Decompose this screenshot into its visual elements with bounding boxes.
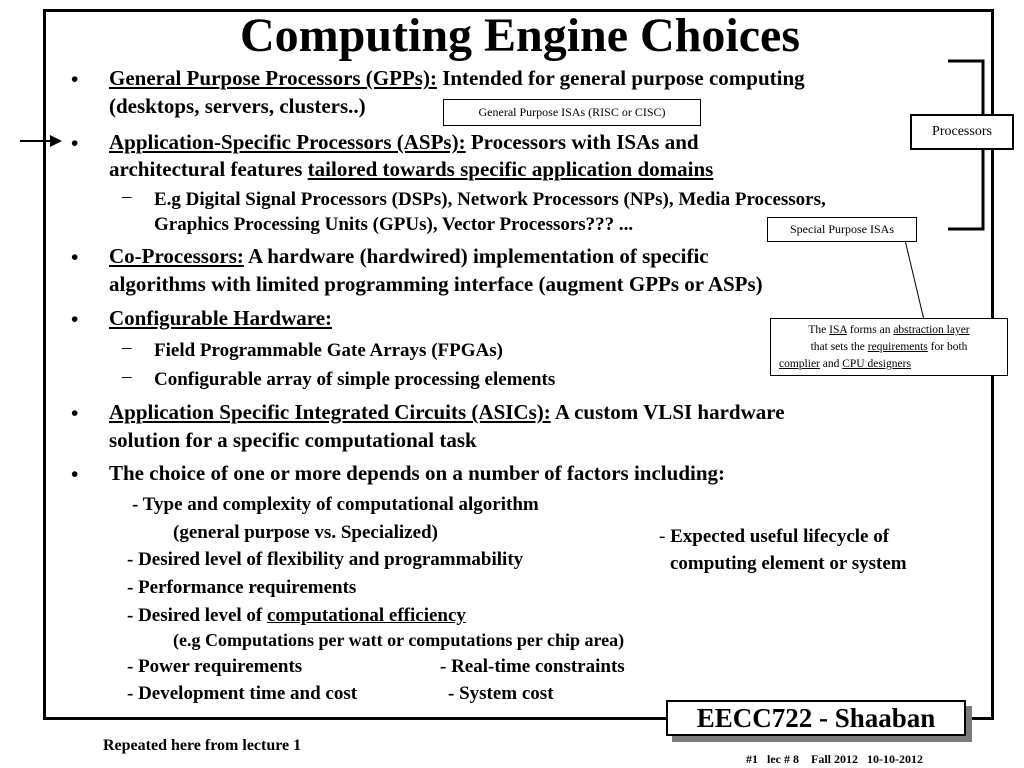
isa-note-text: and — [819, 358, 843, 370]
badge-label: EECC722 - Shaaban — [666, 700, 966, 736]
bullet-dot: • — [71, 131, 79, 155]
arrow-right-icon — [50, 135, 62, 147]
isa-note-abstraction: abstraction layer — [893, 324, 970, 336]
isa-note-cpu-designers: CPU designers — [842, 358, 911, 370]
bracket-top — [948, 61, 983, 120]
slide-info: #1 lec # 8 Fall 2012 10-10-2012 — [746, 752, 923, 766]
processors-callout: Processors — [910, 114, 1014, 150]
asic-rest: A custom VLSI hardware — [550, 400, 785, 424]
factor-flexibility: - Desired level of flexibility and programmability — [127, 549, 524, 570]
lifecycle-line2: computing element or system — [670, 553, 907, 574]
special-isas-callout: Special Purpose ISAs — [767, 217, 917, 242]
cfg-sub-2: Configurable array of simple processing elements — [154, 369, 556, 390]
isa-note-text: for both — [927, 341, 968, 353]
asic-term: Application Specific Integrated Circuits (ASICs): — [109, 400, 551, 424]
factor-syscost: - System cost — [448, 683, 554, 704]
factor-efficiency-b: computational efficiency — [267, 605, 466, 626]
isa-note-complier: complier — [779, 358, 820, 370]
bullet-dot: • — [71, 462, 79, 486]
gpp-line2: (desktops, servers, clusters..) — [109, 94, 366, 118]
asp-line2b: tailored towards specific application domains — [307, 157, 714, 181]
bullet-dot: • — [71, 245, 79, 269]
asic-line2: solution for a specific computational task — [109, 428, 477, 452]
factor-algorithm: - Type and complexity of computational algorithm — [132, 494, 539, 515]
isa-note-callout — [770, 318, 1008, 376]
gp-isas-callout: General Purpose ISAs (RISC or CISC) — [443, 99, 701, 126]
asp-line2a: architectural features — [109, 157, 308, 181]
isa-note-text: that sets the — [810, 341, 868, 353]
sub-dash: – — [122, 337, 132, 358]
factor-efficiency-note: (e.g Computations per watt or computations per chip area) — [173, 630, 625, 650]
factor-efficiency-a: - Desired level of — [127, 605, 267, 626]
isa-note-text: forms an — [847, 324, 894, 336]
footer-note: Repeated here from lecture 1 — [103, 737, 302, 754]
sub-dash: – — [122, 366, 132, 387]
factor-performance: - Performance requirements — [127, 577, 357, 598]
gpp-term: General Purpose Processors (GPPs): — [109, 66, 437, 90]
course-badge — [666, 700, 972, 742]
asp-sub-line2: Graphics Processing Units (GPUs), Vector Processors??? ... — [154, 214, 634, 235]
isa-note-isa: ISA — [829, 324, 848, 336]
cop-line2: algorithms with limited programming interface (augment GPPs or ASPs) — [109, 272, 763, 296]
bullet-configurable: Configurable Hardware: — [109, 306, 333, 330]
asp-sub-line1: E.g Digital Signal Processors (DSPs), Network Processors (NPs), Media Processors, — [154, 189, 826, 210]
factor-algorithm-note: (general purpose vs. Specialized) — [173, 522, 438, 543]
bullet-dot: • — [71, 401, 79, 425]
slide-title: Computing Engine Choices — [239, 9, 801, 62]
factor-realtime: - Real-time constraints — [440, 656, 625, 677]
isa-note-text: The — [808, 324, 830, 336]
factor-devtime: - Development time and cost — [127, 683, 358, 704]
lifecycle-line1: Expected useful lifecycle of — [670, 526, 890, 547]
bullet-choice: The choice of one or more depends on a number of factors including: — [109, 461, 726, 485]
bullet-dot: • — [71, 307, 79, 331]
asp-rest: Processors with ISAs and — [465, 130, 699, 154]
bracket-bottom — [948, 150, 983, 229]
asp-term: Application-Specific Processors (ASPs): — [109, 130, 466, 154]
gpp-rest: Intended for general purpose computing — [436, 66, 805, 90]
special-isa-connector — [905, 240, 924, 320]
cop-rest: A hardware (hardwired) implementation of specific — [243, 244, 709, 268]
factor-power: - Power requirements — [127, 656, 303, 677]
isa-note-requirements: requirements — [867, 341, 928, 353]
cop-term: Co-Processors: — [109, 244, 244, 268]
lifecycle-dash: - — [659, 526, 671, 547]
cfg-sub-1: Field Programmable Gate Arrays (FPGAs) — [154, 340, 503, 361]
bullet-dot: • — [71, 67, 79, 91]
sub-dash: – — [122, 186, 132, 207]
